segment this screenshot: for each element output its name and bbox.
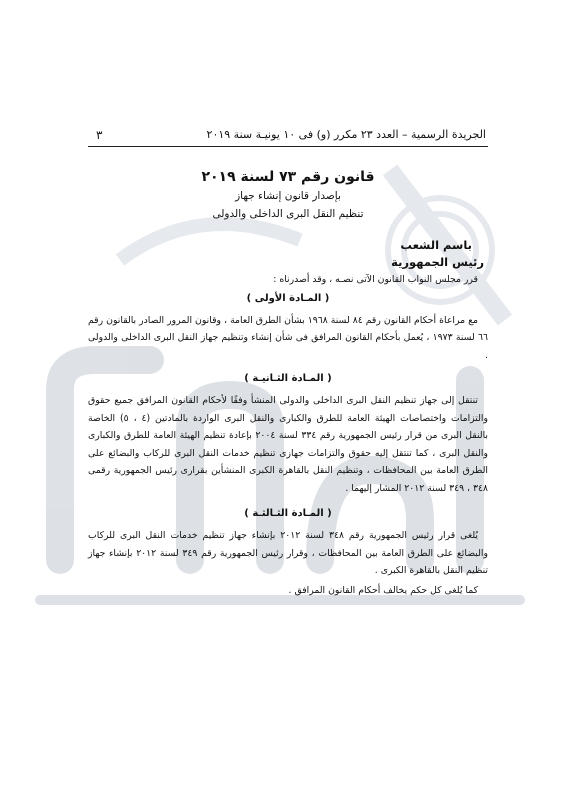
article-2-heading: ( المـادة الثـانيـة )	[244, 373, 332, 384]
article-1-text: مع مراعاة أحكام القانون رقم ٨٤ لسنة ١٩٦٨ بشأن الطرق العامة ، وقانون المرور الصادر بالقانون رقم ٦٦ لسنة ١٩٧٣ ، يُعمل بأحكام القانون المرافق فى شأن إنشاء وتنظيم جهاز النقل البرى الداخلى والدولى .	[88, 314, 488, 361]
article-3-final-line: كما يُلغى كل حكم يخالف أحكام القانون المرافق .	[288, 584, 478, 596]
document-page	[88, 128, 488, 599]
running-header	[88, 128, 488, 147]
law-subtitle-line-1: بإصدار قانون إنشاء جهاز	[235, 190, 341, 202]
page-number: ٣	[96, 128, 103, 142]
law-subtitle-line-2: تنظيم النقل البرى الداخلى والدولى	[212, 208, 364, 220]
preamble: قرر مجلس النواب القانون الآتى نصـه ، وقد أصدرناه :	[273, 274, 478, 285]
header-title: الجريدة الرسمية – العدد ٢٣ مكرر (و) فى ١٠ يونيـة سنة ٢٠١٩	[206, 128, 486, 141]
article-2-text: تنتقل إلى جهاز تنظيم النقل البرى الداخلى والدولى المنشأ وفقًا لأحكام القانون المرافق جميع حقوق والتزامات واختصاصات الهيئة العامة للطرق والكبارى والنقل البرى الواردة بالمادتين (٤ ، ٥) الخاصة بالنقل البرى من قرار رئيس الجمهورية رقم ٣٣٤ لسنة ٢٠٠٤ بإعادة تنظيم الهيئة العامة للطرق والكبارى والنقل البرى ، كما تنتقل إليه حقوق والتزامات جهازى تنظيم خدمات النقل البرى للركاب والبضائع على الطرق العامة بين المحافظات ، وتنظيم النقل بالقاهرة الكبرى المنشأين بقرارى رئيس الجمهورية رقمى ٣٤٨ ، ٣٤٩ لسنة ٢٠١٢ المشار إليهما .	[88, 395, 489, 494]
law-heading	[88, 167, 488, 223]
article-3-text: يُلغى قرار رئيس الجمهورية رقم ٣٤٨ لسنة ٢٠١٢ بإنشاء جهاز تنظيم خدمات النقل البرى للركاب والبضائع على الطرق العامة بين المحافظات ، وقرار رئيس الجمهورية رقم ٣٤٩ لسنة ٢٠١٢ بإنشاء جهاز تنظيم النقل بالقاهرة الكبرى .	[88, 530, 488, 576]
article-1-heading: ( المـادة الأولى )	[246, 292, 330, 304]
article-3-heading: ( المـادة الثـالثـة )	[244, 508, 332, 519]
president-title: رئيس الجمهورية	[391, 255, 484, 269]
in-the-name-of-the-people: باسم الشعب	[400, 238, 472, 252]
law-title: قانون رقم ٧٣ لسنة ٢٠١٩	[201, 169, 375, 185]
